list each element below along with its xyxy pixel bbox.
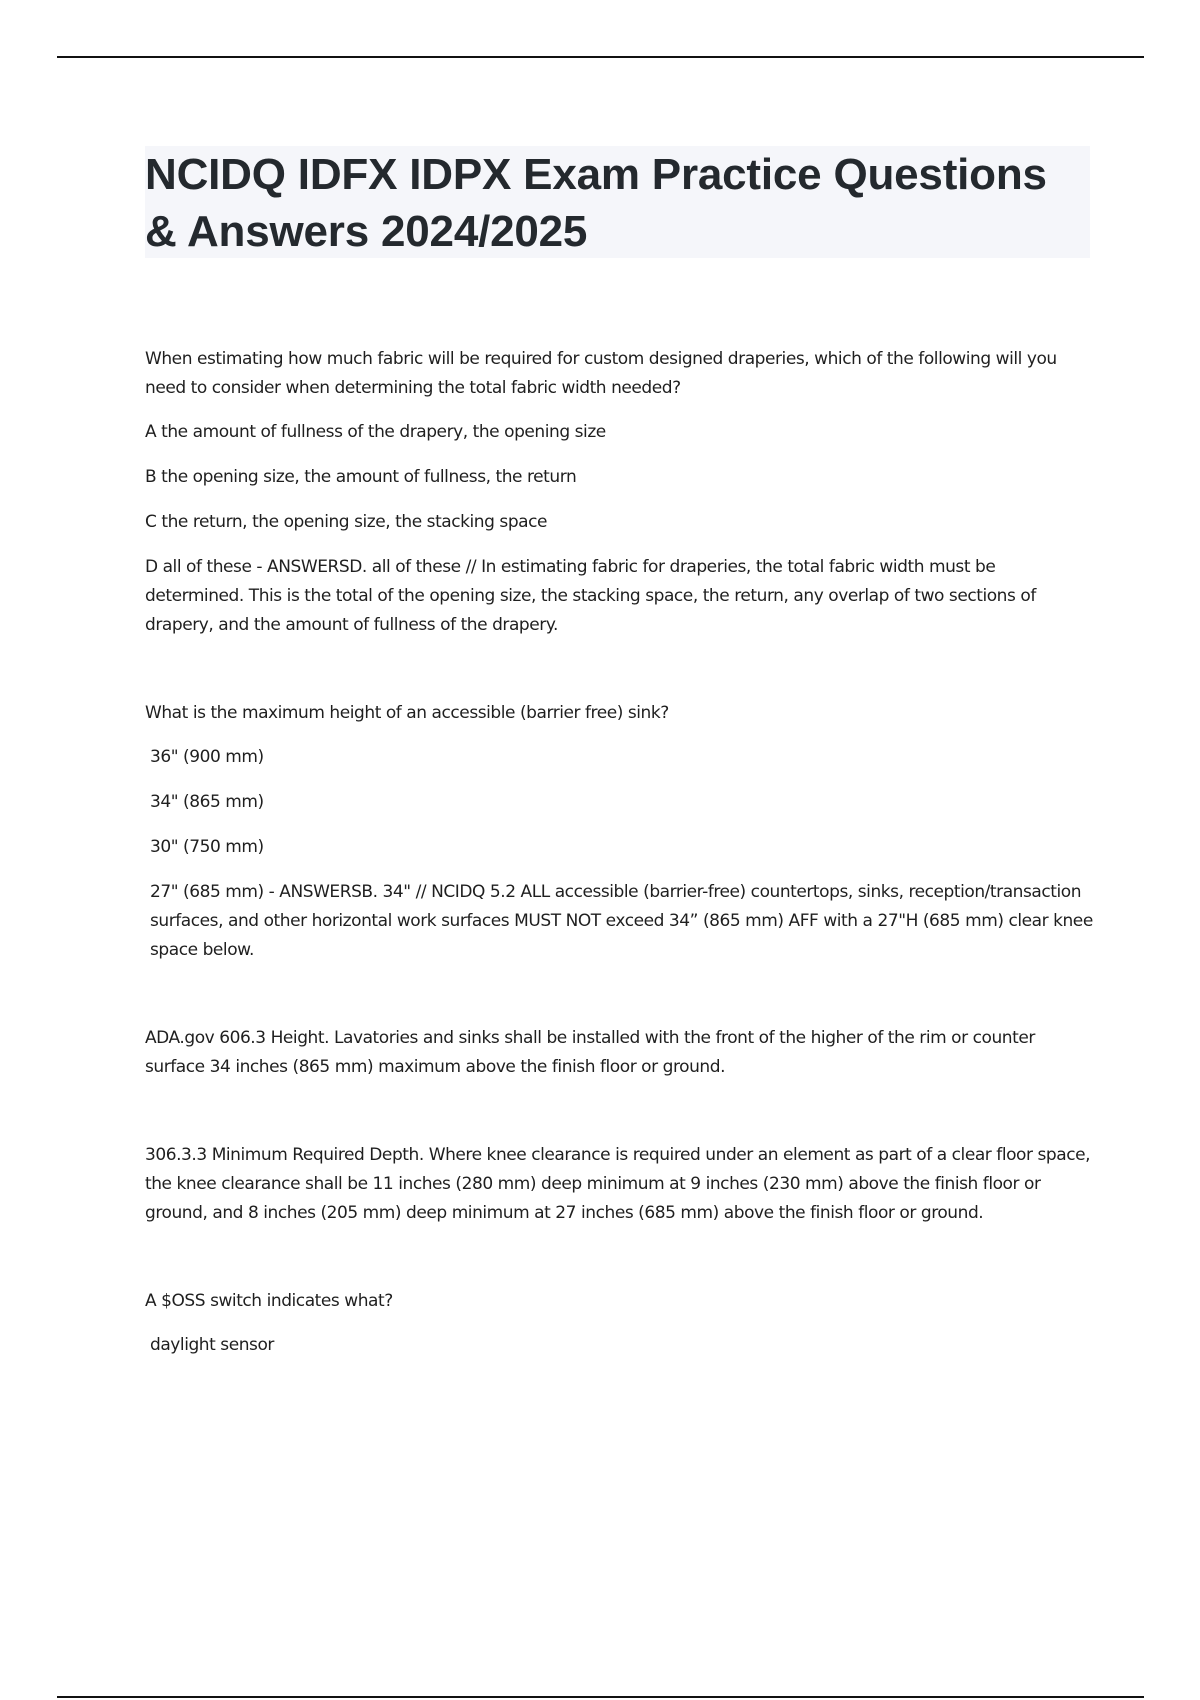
question-2-option-a: 36" (900 mm) <box>150 747 264 767</box>
question-1-option-b: B the opening size, the amount of fullness, the return <box>145 467 577 487</box>
question-3-option-a: daylight sensor <box>150 1335 274 1355</box>
question-2-reference-306: 306.3.3 Minimum Required Depth. Where knee clearance is required under an element as part of a clear floor space, the knee clearance shall be 11 inches (280 mm) deep minimum at 9 inches (230 mm) above the finish floor or ground, and 8 inches (205 mm) deep minimum at 27 inches (685 mm) above the finish floor or ground. <box>145 1145 1091 1223</box>
question-1-option-c: C the return, the opening size, the stacking space <box>145 512 548 532</box>
document-title: NCIDQ IDFX IDPX Exam Practice Questions & Answers 2024/2025 <box>145 150 1047 256</box>
question-2-option-c: 30" (750 mm) <box>150 837 264 857</box>
question-2-option-b: 34" (865 mm) <box>150 792 264 812</box>
question-3: A $OSS switch indicates what? <box>145 1291 393 1311</box>
question-1-option-a: A the amount of fullness of the drapery, the opening size <box>145 422 606 442</box>
question-2: What is the maximum height of an accessible (barrier free) sink? <box>145 703 669 723</box>
title-box <box>145 146 1090 258</box>
question-1: When estimating how much fabric will be required for custom designed draperies, which of the following will you need to consider when determining the total fabric width needed? <box>145 349 1057 398</box>
bottom-rule <box>57 1696 1144 1698</box>
question-2-reference-ada: ADA.gov 606.3 Height. Lavatories and sinks shall be installed with the front of the higher of the rim or counter surface 34 inches (865 mm) maximum above the finish floor or ground. <box>145 1028 1035 1077</box>
question-2-option-d-answer: 27" (685 mm) - ANSWERSB. 34" // NCIDQ 5.2 ALL accessible (barrier-free) countertops, sinks, reception/transaction surfaces, and other horizontal work surfaces MUST NOT exceed 34” (865 mm) AFF with a 27"H (685 mm) clear knee space below. <box>150 882 1093 960</box>
question-1-option-d-answer: D all of these - ANSWERSD. all of these // In estimating fabric for draperies, the total fabric width must be determined. This is the total of the opening size, the stacking space, the return, any overlap of two sections of drapery, and the amount of fullness of the drapery. <box>145 557 1036 635</box>
document-body <box>145 345 1095 1376</box>
top-rule <box>57 56 1144 58</box>
